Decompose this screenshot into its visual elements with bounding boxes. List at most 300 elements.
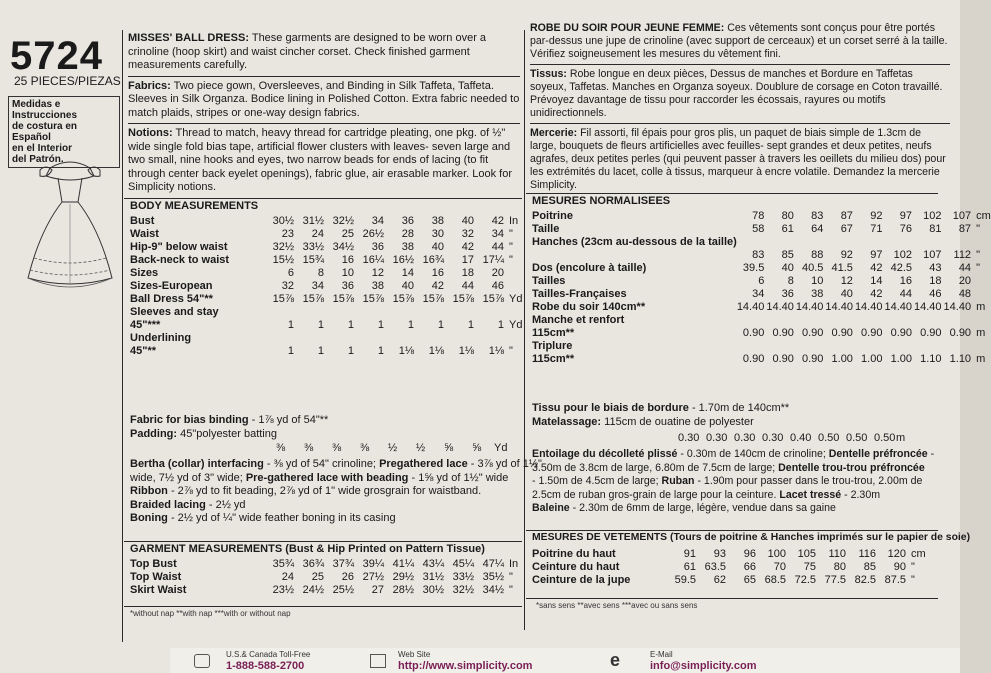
- row-value: 15⅞: [452, 292, 474, 305]
- row-value: 26: [341, 570, 354, 583]
- en-extras: [130, 458, 542, 526]
- fr-matelassage-label: Matelassage:: [532, 416, 602, 428]
- row-value: 40: [461, 214, 474, 227]
- row-label: Ceinture de la jupe: [532, 573, 631, 586]
- row-value: 38: [431, 214, 444, 227]
- row-value: 62: [713, 573, 726, 586]
- measurement-row: [130, 292, 529, 305]
- padding-value: ⅜: [360, 442, 370, 454]
- row-value: 32½: [272, 240, 294, 253]
- row-label: Taille: [532, 222, 560, 235]
- row-value: 30½: [272, 214, 294, 227]
- extra-label: Ribbon: [130, 485, 171, 497]
- row-value: [884, 339, 914, 352]
- extra-label2: Lacet tressé: [779, 488, 845, 501]
- row-value: 40: [840, 287, 853, 300]
- row-value: 87: [958, 222, 972, 235]
- row-unit: [973, 287, 991, 300]
- row-unit: [506, 331, 529, 344]
- email-address[interactable]: info@simplicity.com: [650, 660, 757, 672]
- row-value: 80: [833, 560, 846, 573]
- measurement-row: [532, 560, 933, 573]
- row-value: 1: [377, 318, 384, 331]
- row-value: 14: [401, 266, 414, 279]
- measurement-row: [130, 570, 529, 583]
- row-value: 36: [781, 287, 794, 300]
- row-value: 0.90: [890, 326, 912, 339]
- section-rule: [526, 530, 938, 531]
- row-value: [944, 339, 974, 352]
- fr-biais-value: - 1.70m de 140cm**: [691, 402, 790, 414]
- row-value: 14.40: [766, 300, 794, 313]
- row-unit: [506, 266, 529, 279]
- measurement-row: [130, 557, 529, 570]
- extra-label2: Pre-gathered lace with beading: [245, 471, 412, 484]
- spanish-box-line: en el Interior: [12, 143, 73, 154]
- row-value: 39.5: [742, 261, 765, 274]
- padding-value: 0.30: [678, 432, 700, 444]
- row-value: 91: [683, 547, 696, 560]
- row-label: 45"**: [130, 344, 157, 357]
- row-unit: ": [976, 248, 980, 261]
- row-value: 40: [431, 240, 444, 253]
- row-unit: ": [509, 344, 513, 357]
- padding-unit: m: [896, 432, 906, 444]
- row-value: 90: [893, 560, 906, 573]
- row-value: 116: [858, 547, 876, 560]
- row-value: [914, 235, 944, 248]
- row-value: 1.00: [861, 352, 883, 365]
- row-label: Tailles-Françaises: [532, 287, 627, 300]
- row-value: 24: [311, 227, 324, 240]
- row-value: 87: [840, 209, 853, 222]
- row-label: Dos (encolure à taille): [532, 261, 647, 274]
- measurement-row: [130, 583, 529, 596]
- row-value: 63.5: [704, 560, 726, 573]
- row-unit: In: [509, 214, 519, 227]
- row-value: [386, 305, 416, 318]
- padding-value: 0.40: [790, 432, 812, 444]
- row-value: 30: [431, 227, 444, 240]
- row-value: 29½: [392, 570, 414, 583]
- row-value: [356, 331, 386, 344]
- padding-value: 0.50: [846, 432, 868, 444]
- section-rule: [124, 198, 522, 199]
- row-value: [855, 313, 885, 326]
- row-value: 1⅛: [488, 344, 504, 357]
- row-label: Manche et renfort: [532, 313, 625, 326]
- padding-unit: Yd: [494, 442, 508, 454]
- spanish-box-line: Medidas e Instrucciones: [12, 99, 78, 121]
- fr-tissus-label: Tissus:: [530, 68, 567, 80]
- extra-line: [130, 458, 542, 472]
- ball-dress-illustration: [20, 150, 120, 310]
- row-value: 28: [401, 227, 414, 240]
- row-value: 15⅞: [422, 292, 444, 305]
- row-value: 92: [870, 209, 883, 222]
- row-value: [766, 235, 796, 248]
- extra-text: - 2½ yd of ¼" wide feather boning in its casing: [170, 512, 396, 524]
- measurement-row: [130, 318, 529, 331]
- row-value: 44: [899, 287, 912, 300]
- padding-value: ½: [388, 442, 398, 454]
- row-label: Ceinture du haut: [532, 560, 620, 573]
- row-value: [796, 235, 826, 248]
- extra-label: Bertha (collar) interfacing: [130, 458, 267, 470]
- row-value: 14.40: [914, 300, 942, 313]
- row-value: 85: [863, 560, 876, 573]
- row-label: Robe du soir 140cm**: [532, 300, 646, 313]
- row-value: 36: [371, 240, 384, 253]
- row-value: 112: [953, 248, 972, 261]
- extra-text2: - 1⅝ yd of 1½" wide: [411, 471, 509, 484]
- row-value: [266, 331, 296, 344]
- row-value: [296, 305, 326, 318]
- row-value: 97: [870, 248, 883, 261]
- row-value: 34½: [332, 240, 354, 253]
- row-unit: m: [976, 352, 986, 365]
- row-value: 47¼: [482, 557, 504, 570]
- extra-text: - 0.30m de 140cm de crinoline;: [680, 448, 829, 460]
- row-value: 92: [840, 248, 853, 261]
- row-value: 42: [870, 287, 883, 300]
- row-value: [326, 331, 356, 344]
- extra-line: [130, 512, 522, 526]
- row-value: 38: [811, 287, 824, 300]
- measurement-row: [532, 248, 991, 261]
- row-value: 65: [743, 573, 756, 586]
- row-value: 14.40: [736, 300, 765, 313]
- web-url[interactable]: http://www.simplicity.com: [398, 660, 533, 672]
- row-value: 16: [341, 253, 354, 266]
- extra-label: Braided lacing: [130, 498, 209, 511]
- row-value: 1: [317, 344, 324, 357]
- fr-mesures-title: MESURES NORMALISEES: [532, 195, 671, 207]
- phone-icon: [194, 654, 210, 668]
- row-label: Waist: [130, 227, 159, 240]
- row-value: 23½: [272, 583, 294, 596]
- row-value: 8: [787, 274, 794, 287]
- row-value: 41¼: [392, 557, 414, 570]
- measurement-row: [532, 326, 991, 339]
- row-value: 27: [371, 583, 384, 596]
- row-value: 35½: [482, 570, 504, 583]
- row-value: 43¼: [422, 557, 444, 570]
- row-value: 75: [803, 560, 816, 573]
- row-value: 25½: [332, 583, 354, 596]
- row-value: [737, 313, 767, 326]
- row-value: 80: [781, 209, 794, 222]
- row-value: 0.90: [801, 352, 824, 365]
- row-value: 81: [929, 222, 942, 235]
- row-unit: In: [509, 557, 519, 570]
- en-notions: Thread to match, heavy thread for cartridge pleating, one pkg. of ½" wide single fold bias tape, artificial flower clusters with leaves- seven large and two small, nine hooks and eyes, two narrow beads for ends of lacing (to fit through center back eyelet openings), fabric glue, air erasable marker. Look for Simplicity notions.: [128, 127, 512, 193]
- row-label: Sizes-European: [130, 279, 213, 292]
- row-value: 38: [401, 240, 414, 253]
- row-value: 33½: [452, 570, 474, 583]
- padding-value: ⅜: [276, 442, 286, 454]
- row-value: 18: [461, 266, 474, 279]
- extra-text: - 2⅞ yd to fit beading, 2⅞ yd of 1" wide grosgrain for waistband.: [170, 485, 482, 497]
- row-value: 15⅞: [362, 292, 384, 305]
- row-value: 24: [281, 570, 294, 583]
- extra-label2: Ruban: [661, 475, 698, 487]
- measurement-row: [130, 344, 529, 357]
- row-value: 15⅞: [482, 292, 504, 305]
- row-value: 120: [887, 547, 906, 560]
- fr-biais-line: [532, 402, 942, 416]
- row-value: [446, 331, 476, 344]
- row-value: [825, 313, 855, 326]
- row-value: 37¾: [332, 557, 354, 570]
- row-value: 34: [371, 214, 384, 227]
- measurement-row: [532, 313, 991, 326]
- pattern-number: 5724: [10, 34, 103, 78]
- row-label: Hip-9" below waist: [130, 240, 228, 253]
- en-padding-value: 45"polyester batting: [180, 428, 277, 440]
- row-value: 15½: [272, 253, 294, 266]
- row-value: 14.40: [943, 300, 972, 313]
- row-value: 1: [317, 318, 324, 331]
- row-value: 1.10: [920, 352, 942, 365]
- row-value: [914, 339, 944, 352]
- fr-biais-label: Tissu pour le biais de bordure: [532, 402, 689, 414]
- section-rule: [526, 598, 938, 599]
- row-label: Poitrine: [532, 209, 573, 222]
- row-value: 1: [497, 318, 504, 331]
- row-value: 61: [781, 222, 794, 235]
- measurement-row: [130, 279, 529, 292]
- row-value: 31½: [302, 214, 324, 227]
- row-value: 14: [870, 274, 883, 287]
- row-value: 23: [281, 227, 294, 240]
- row-value: 15⅞: [302, 292, 324, 305]
- row-value: 14.40: [884, 300, 912, 313]
- en-notions-label: Notions:: [128, 127, 173, 139]
- row-label: Sleeves and stay: [130, 305, 219, 318]
- measurement-row: [532, 274, 991, 287]
- row-label: Underlining: [130, 331, 192, 344]
- row-value: 15¾: [302, 253, 324, 266]
- fr-matelassage-values: [532, 432, 942, 446]
- fr-footnote: *sans sens **avec sens ***avec ou sans sens: [536, 601, 698, 610]
- row-unit: ": [509, 240, 513, 253]
- web-label: Web Site: [398, 650, 431, 659]
- extra-line: [130, 485, 522, 499]
- row-value: 39¼: [362, 557, 384, 570]
- row-value: 10: [811, 274, 824, 287]
- row-value: [737, 339, 767, 352]
- row-value: 15⅞: [272, 292, 294, 305]
- row-value: 14.40: [854, 300, 883, 313]
- row-label: 115cm**: [532, 326, 575, 339]
- en-body-measurements-table: [130, 214, 529, 357]
- row-value: 45¼: [452, 557, 474, 570]
- extra-line: [532, 489, 952, 503]
- row-value: 17: [461, 253, 474, 266]
- row-label: Bust: [130, 214, 155, 227]
- measurement-row: [532, 573, 933, 586]
- row-unit: [973, 235, 991, 248]
- row-value: [266, 305, 296, 318]
- row-value: 41.5: [831, 261, 853, 274]
- row-value: 87.5: [884, 573, 906, 586]
- row-value: [416, 331, 446, 344]
- row-value: 18: [929, 274, 942, 287]
- row-unit: m: [976, 326, 986, 339]
- measurement-row: [532, 209, 991, 222]
- row-value: 44: [958, 261, 972, 274]
- row-value: 44: [491, 240, 504, 253]
- row-value: 32: [461, 227, 474, 240]
- row-value: 0.90: [861, 326, 883, 339]
- measurement-row: [130, 214, 529, 227]
- row-value: 20: [958, 274, 972, 287]
- en-padding-label: Padding:: [130, 428, 178, 440]
- row-value: 82.5: [854, 573, 876, 586]
- row-label: [532, 248, 737, 261]
- en-padding-values: [130, 442, 520, 456]
- measurement-row: [130, 227, 529, 240]
- fr-mercerie-label: Mercerie:: [530, 127, 578, 139]
- row-value: 107: [952, 209, 972, 222]
- row-value: 1⅛: [398, 344, 414, 357]
- row-value: 1: [287, 344, 294, 357]
- row-value: [476, 305, 506, 318]
- row-value: 72.5: [794, 573, 816, 586]
- en-bias-label: Fabric for bias binding: [130, 414, 249, 426]
- fr-title: ROBE DU SOIR POUR JEUNE FEMME:: [530, 22, 725, 34]
- row-label: Ball Dress 54"**: [130, 292, 213, 305]
- row-value: 85: [781, 248, 794, 261]
- row-value: [944, 313, 974, 326]
- fr-mercerie: Fil assorti, fil épais pour gros plis, un paquet de biais simple de 1.3cm de large, bouquets de fleurs artificielles avec feuilles- sept grandes et deux petites, neufs agrafes, deux petites perles (qui peuvent passer à travers les oeillets du milieu dos) pour les extrémités du lacet, colle à tissus, marqueur à encre volatile. Demandez la mercerie Simplicity.: [530, 127, 946, 191]
- row-value: 10: [341, 266, 354, 279]
- row-value: 12: [840, 274, 853, 287]
- fr-body-measurements-table: [532, 209, 991, 365]
- row-value: 64: [811, 222, 824, 235]
- row-value: 102: [893, 248, 912, 261]
- padding-value: ⅝: [444, 442, 454, 454]
- row-unit: [973, 339, 991, 352]
- extra-text: 2.5cm de ruban gros-grain de large pour la ceinture.: [532, 488, 780, 501]
- row-value: 83: [752, 248, 765, 261]
- row-value: 20: [491, 266, 504, 279]
- row-value: 16¼: [362, 253, 384, 266]
- measurement-row: [532, 261, 991, 274]
- row-value: 34: [752, 287, 765, 300]
- en-padding-line: [130, 428, 520, 442]
- row-label: Hanches (23cm au-dessous de la taille): [532, 235, 737, 248]
- row-value: 36: [401, 214, 414, 227]
- extra-line: [532, 448, 952, 462]
- row-value: 0.90: [742, 352, 765, 365]
- extra-line: [532, 475, 952, 489]
- extra-label: Entoilage du décolleté plissé: [532, 448, 681, 460]
- row-value: [855, 235, 885, 248]
- row-value: 1.00: [890, 352, 912, 365]
- row-value: [766, 339, 796, 352]
- row-value: 1⅛: [458, 344, 474, 357]
- row-value: 0.90: [742, 326, 765, 339]
- spanish-box-line: de costura en Español: [12, 121, 78, 143]
- en-bias-value: - 1⅞ yd of 54"**: [251, 414, 329, 426]
- row-value: 83: [811, 209, 824, 222]
- row-value: [914, 313, 944, 326]
- measurement-row: [532, 222, 991, 235]
- en-title: MISSES' BALL DRESS:: [128, 32, 249, 44]
- row-value: [296, 331, 326, 344]
- row-value: 1: [407, 318, 414, 331]
- row-value: [855, 339, 885, 352]
- row-value: 1: [437, 318, 444, 331]
- measurement-row: [532, 235, 991, 248]
- row-value: 76: [899, 222, 912, 235]
- row-value: 0.90: [949, 326, 972, 339]
- padding-value: ⅜: [332, 442, 342, 454]
- row-unit: Yd: [509, 318, 523, 331]
- fr-garment-title: MESURES DE VETEMENTS (Tours de poitrine & Hanches imprimés sur le papier de soie): [532, 532, 971, 543]
- row-value: 77.5: [824, 573, 846, 586]
- measurement-row: [532, 300, 991, 313]
- fr-tissus: Robe longue en deux pièces, Dessus de manches et Bordure en Taffetas soyeux, Taffetas. Manches en Organza soyeux. Doublure de corsage en Coton travaillé. Prévoyez davantage de tissu pour raccorder les écossais, rayures ou motifs unidirectionnels.: [530, 68, 943, 119]
- row-value: [416, 305, 446, 318]
- fr-matelassage-value: 115cm de ouatine de polyester: [604, 416, 754, 428]
- row-value: 33½: [302, 240, 324, 253]
- measurement-row: [532, 547, 933, 560]
- row-label: Top Waist: [130, 570, 182, 583]
- row-value: [326, 305, 356, 318]
- row-value: [796, 313, 826, 326]
- row-value: [825, 235, 855, 248]
- row-value: [884, 235, 914, 248]
- row-value: 1⅛: [428, 344, 444, 357]
- padding-value: 0.50: [874, 432, 896, 444]
- row-unit: Yd: [509, 292, 523, 305]
- row-value: 59.5: [674, 573, 696, 586]
- fr-intro: Ces vêtements sont conçus pour être portés par-dessus une jupe de crinoline (avec support de cerceaux) et un corset serré à la taille. Vérifiez soigneusement les mesures du vêtement fini.: [530, 22, 948, 60]
- extra-text: - 1.50m de 4.5cm de large;: [532, 475, 662, 487]
- extra-text2: - 2.30m: [844, 488, 881, 501]
- extra-text2: - 3⅞ yd of 1½": [470, 458, 542, 470]
- row-unit: ": [911, 560, 915, 573]
- measurement-row: [532, 339, 991, 352]
- computer-icon: [370, 654, 386, 668]
- extra-line: [532, 502, 952, 516]
- padding-value: 0.30: [706, 432, 728, 444]
- row-value: 16: [899, 274, 912, 287]
- extra-label2: Dentelle préfroncée: [828, 448, 931, 460]
- fr-matelassage-line: [532, 416, 942, 430]
- extra-label2: Pregathered lace: [379, 458, 471, 470]
- row-value: 1: [377, 344, 384, 357]
- row-value: 66: [743, 560, 756, 573]
- row-value: 1: [347, 318, 354, 331]
- spanish-box-line: del Patrón.: [12, 154, 64, 165]
- row-value: 0.90: [920, 326, 942, 339]
- row-value: 0.90: [801, 326, 824, 339]
- row-value: [944, 235, 974, 248]
- row-value: 110: [828, 547, 846, 560]
- row-label: Back-neck to waist: [130, 253, 230, 266]
- measurement-row: [130, 305, 529, 318]
- measurement-row: [130, 331, 529, 344]
- en-garment-measurements-table: [130, 557, 529, 596]
- row-value: [446, 305, 476, 318]
- fr-extras: [532, 448, 952, 516]
- row-value: 96: [743, 547, 756, 560]
- row-unit: [506, 305, 529, 318]
